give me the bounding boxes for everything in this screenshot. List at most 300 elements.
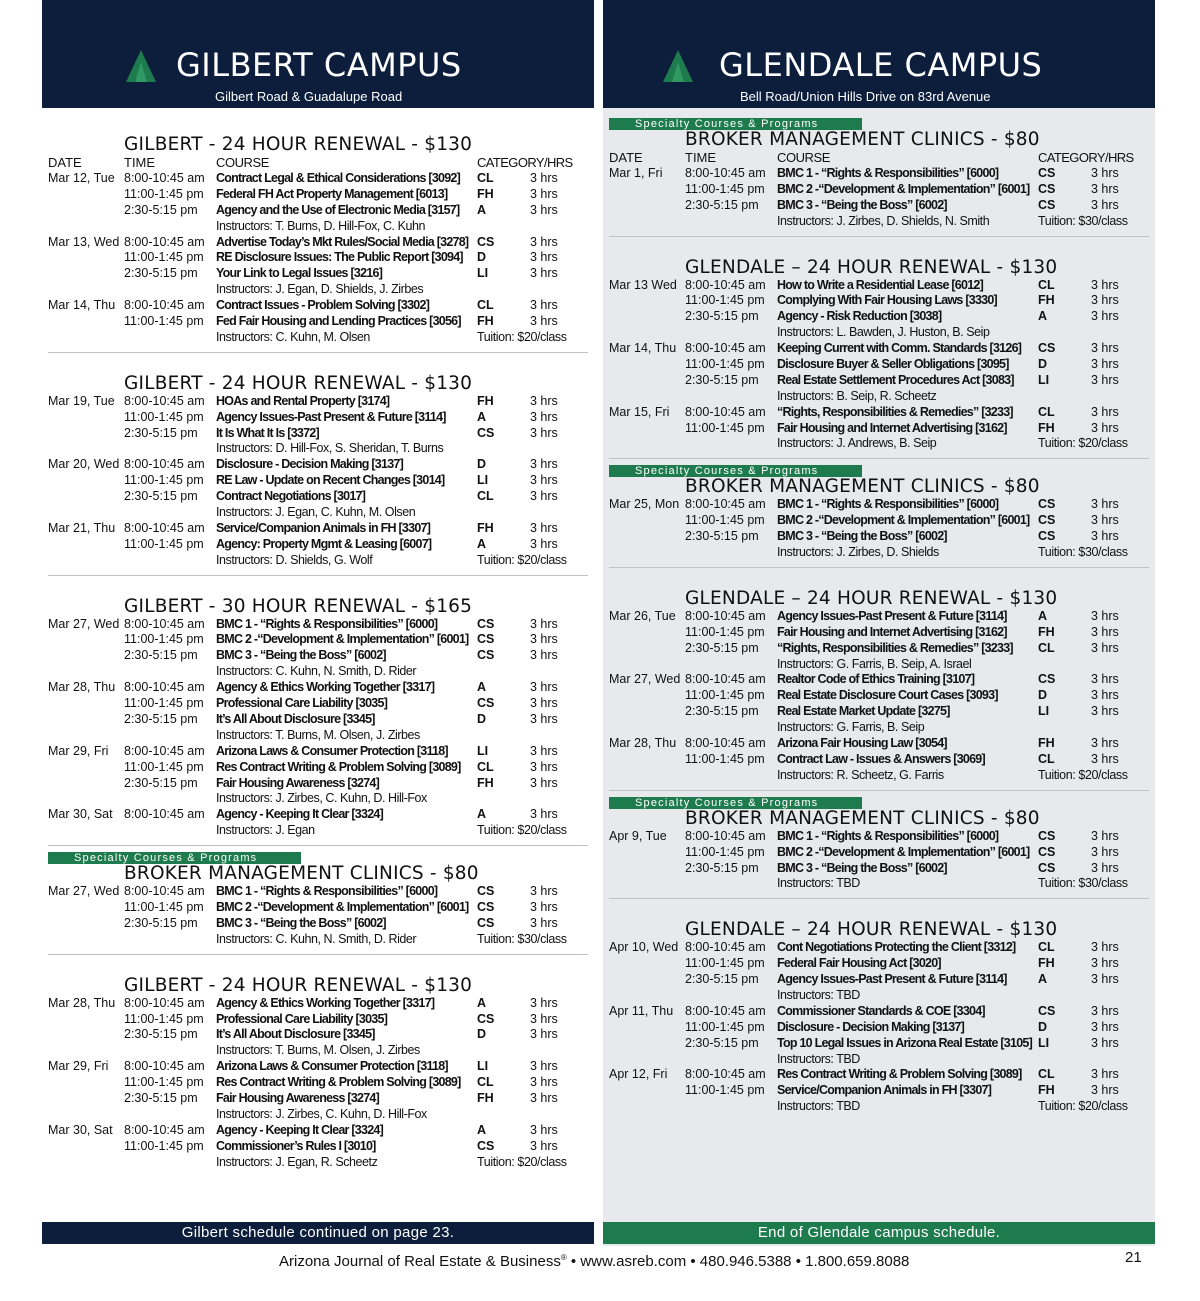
section-title: BROKER MANAGEMENT CLINICS - $80: [685, 807, 1040, 829]
hours-cell: 3 hrs: [1091, 828, 1119, 843]
course-row: [48, 298, 588, 314]
course-row: [48, 996, 588, 1012]
category-cell: CS: [1038, 341, 1056, 356]
course-cell: Top 10 Legal Issues in Arizona Real Estate [3105]: [777, 1035, 1033, 1050]
course-cell: Contract Negotiations [3017]: [216, 489, 366, 504]
course-row: [609, 736, 1149, 752]
date-cell: [48, 760, 124, 776]
hours-cell: 3 hrs: [1091, 529, 1119, 544]
instructors-cell: Instructors: T. Burns, M. Olsen, J. Zirbes: [216, 727, 420, 742]
time-cell: 2:30-5:15 pm: [124, 202, 198, 217]
hours-cell: 3 hrs: [1091, 197, 1119, 212]
date-cell: [609, 1036, 685, 1052]
course-row: [609, 609, 1149, 625]
category-cell: A: [1038, 309, 1048, 324]
course-cell: BMC 1 - “Rights & Responsibilities” [6000]: [777, 166, 999, 180]
instructors-cell: Instructors: C. Kuhn, M. Olsen: [216, 329, 370, 344]
date-cell: [609, 1083, 685, 1099]
hours-cell: 3 hrs: [530, 202, 558, 217]
date-cell: [609, 325, 685, 341]
course-row: [48, 1027, 588, 1043]
time-cell: 11:00-1:45 pm: [124, 1138, 204, 1153]
category-cell: CS: [1038, 828, 1056, 843]
date-cell: [48, 791, 124, 807]
header-date: DATE: [48, 155, 82, 170]
date-cell: [609, 720, 685, 736]
hours-cell: 3 hrs: [530, 393, 558, 408]
instructors-cell: Instructors: J. Zirbes, C. Kuhn, D. Hill-Fox: [216, 1106, 427, 1121]
hours-cell: 3 hrs: [1091, 1019, 1119, 1034]
time-cell: [685, 876, 777, 892]
glendale-schedule: [603, 108, 1155, 1115]
date-cell: [609, 436, 685, 452]
course-cell: Your Link to Legal Issues [3216]: [216, 266, 383, 281]
instructors-row: [609, 720, 1149, 736]
date-cell: [48, 1027, 124, 1043]
hours-cell: 3 hrs: [530, 616, 558, 631]
hours-cell: 3 hrs: [1091, 640, 1119, 655]
hours-cell: 3 hrs: [530, 1027, 558, 1042]
instructors-row: [48, 1043, 588, 1059]
date-cell: [609, 421, 685, 437]
course-cell: Fair Housing and Internet Advertising [3162]: [777, 420, 1007, 435]
time-cell: 2:30-5:15 pm: [124, 489, 198, 504]
journal-credit: [279, 1248, 909, 1272]
time-cell: 8:00-10:45 am: [124, 457, 205, 472]
course-row: [48, 489, 588, 505]
category-cell: CS: [477, 915, 495, 930]
course-cell: Commissioner’s Rules I [3010]: [216, 1138, 376, 1153]
category-cell: D: [1038, 688, 1048, 703]
page-footer: [0, 1248, 1200, 1268]
hours-cell: 3 hrs: [1091, 420, 1119, 435]
hours-cell: 3 hrs: [530, 632, 558, 647]
category-cell: CS: [1038, 844, 1056, 859]
hours-cell: 3 hrs: [1091, 1035, 1119, 1050]
date-cell: [609, 182, 685, 198]
instructors-cell: Instructors: R. Scheetz, G. Farris: [777, 767, 944, 782]
time-cell: 8:00-10:45 am: [124, 680, 205, 695]
hours-cell: 3 hrs: [1091, 624, 1119, 639]
hours-cell: 3 hrs: [1091, 844, 1119, 859]
course-row: [609, 972, 1149, 988]
course-row: [609, 672, 1149, 688]
time-cell: 2:30-5:15 pm: [124, 775, 198, 790]
course-row: [48, 916, 588, 932]
course-row: [609, 421, 1149, 437]
time-cell: 11:00-1:45 pm: [685, 624, 765, 639]
hours-cell: 3 hrs: [530, 899, 558, 914]
time-cell: 8:00-10:45 am: [124, 298, 205, 313]
date-cell: Mar 25, Mon: [609, 497, 680, 512]
course-cell: It Is What It Is [3372]: [216, 425, 319, 440]
category-cell: LI: [477, 266, 489, 281]
time-cell: 2:30-5:15 pm: [124, 915, 198, 930]
date-cell: [48, 473, 124, 489]
category-cell: CS: [477, 616, 495, 631]
date-cell: [48, 553, 124, 569]
time-cell: 8:00-10:45 am: [124, 884, 205, 899]
date-cell: [48, 426, 124, 442]
time-cell: 8:00-10:45 am: [685, 828, 766, 843]
schedule-section: [609, 899, 1149, 1115]
course-cell: BMC 2 -“Development & Implementation” [6001]: [216, 632, 469, 647]
date-cell: Mar 27, Wed: [48, 616, 120, 631]
date-cell: Mar 21, Thu: [48, 520, 116, 535]
tuition-cell: Tuition: $20/class: [477, 823, 567, 838]
category-cell: CS: [477, 648, 495, 663]
hours-cell: 3 hrs: [530, 489, 558, 504]
course-cell: Arizona Laws & Consumer Protection [3118]: [216, 1059, 448, 1074]
date-cell: Mar 28, Thu: [48, 680, 116, 695]
course-cell: Res Contract Writing & Problem Solving [3089]: [216, 1075, 461, 1090]
time-cell: 8:00-10:45 am: [685, 277, 766, 292]
course-cell: HOAs and Rental Property [3174]: [216, 393, 390, 408]
hours-cell: 3 hrs: [1091, 309, 1119, 324]
time-cell: 11:00-1:45 pm: [685, 844, 765, 859]
hours-cell: 3 hrs: [530, 1090, 558, 1105]
date-cell: [48, 1075, 124, 1091]
course-cell: BMC 1 - “Rights & Responsibilities” [6000]: [777, 828, 999, 843]
category-cell: CS: [1038, 513, 1056, 528]
date-cell: [48, 282, 124, 298]
hours-cell: 3 hrs: [530, 743, 558, 758]
course-row: [48, 1123, 588, 1139]
category-cell: A: [477, 680, 487, 695]
date-cell: [48, 505, 124, 521]
hours-cell: 3 hrs: [530, 520, 558, 535]
instructors-row: [609, 436, 1149, 452]
date-cell: [48, 410, 124, 426]
course-row: [48, 900, 588, 916]
hours-cell: 3 hrs: [530, 186, 558, 201]
tree-logo-icon: [126, 50, 156, 82]
date-cell: Apr 11, Thu: [609, 1003, 674, 1018]
category-cell: FH: [477, 186, 494, 201]
category-cell: CS: [477, 1011, 495, 1026]
time-cell: 8:00-10:45 am: [124, 616, 205, 631]
course-row: [48, 187, 588, 203]
category-cell: CL: [477, 759, 494, 774]
time-cell: 8:00-10:45 am: [685, 1003, 766, 1018]
hours-cell: 3 hrs: [530, 711, 558, 726]
date-cell: [609, 956, 685, 972]
section-title: BROKER MANAGEMENT CLINICS - $80: [685, 476, 1040, 498]
course-row: [609, 497, 1149, 513]
date-cell: Mar 27, Wed: [48, 884, 120, 899]
date-cell: Mar 15, Fri: [609, 404, 670, 419]
hours-cell: 3 hrs: [530, 473, 558, 488]
hours-cell: 3 hrs: [530, 457, 558, 472]
hours-cell: 3 hrs: [530, 775, 558, 790]
category-cell: CS: [477, 899, 495, 914]
course-cell: Contract Legal & Ethical Considerations [3092]: [216, 171, 461, 185]
time-cell: 2:30-5:15 pm: [685, 704, 759, 719]
hours-cell: 3 hrs: [1091, 497, 1119, 512]
course-cell: How to Write a Residential Lease [6012]: [777, 277, 984, 292]
time-cell: 8:00-10:45 am: [124, 1122, 205, 1137]
course-row: [609, 182, 1149, 198]
date-cell: [609, 641, 685, 657]
hours-cell: 3 hrs: [530, 425, 558, 440]
instructors-row: [609, 1099, 1149, 1115]
category-cell: CL: [477, 1075, 494, 1090]
course-cell: Federal FH Act Property Management [6013]: [216, 186, 448, 201]
time-cell: [685, 436, 777, 452]
course-row: [609, 1020, 1149, 1036]
date-cell: Mar 28, Thu: [48, 995, 116, 1010]
course-row: [48, 426, 588, 442]
tuition-cell: Tuition: $30/class: [1038, 876, 1128, 891]
time-cell: 11:00-1:45 pm: [124, 1011, 204, 1026]
category-cell: A: [477, 1122, 487, 1137]
category-cell: CS: [1038, 860, 1056, 875]
category-cell: CL: [1038, 1067, 1055, 1082]
category-cell: FH: [1038, 1083, 1055, 1098]
time-cell: 2:30-5:15 pm: [124, 425, 198, 440]
time-cell: [685, 657, 777, 673]
course-row: [609, 704, 1149, 720]
time-cell: [124, 553, 216, 569]
course-cell: “Rights, Responsibilities & Remedies” [3233]: [777, 404, 1013, 419]
instructors-cell: Instructors: J. Zirbes, D. Shields: [777, 545, 939, 560]
time-cell: [124, 330, 216, 346]
category-cell: D: [477, 457, 487, 472]
course-cell: Fair Housing Awareness [3274]: [216, 775, 380, 790]
course-row: [48, 203, 588, 219]
time-cell: 11:00-1:45 pm: [124, 536, 204, 551]
instructors-row: [609, 657, 1149, 673]
date-cell: Apr 9, Tue: [609, 828, 667, 843]
time-cell: 11:00-1:45 pm: [685, 688, 765, 703]
course-cell: Commissioner Standards & COE [3304]: [777, 1003, 985, 1018]
course-row: [48, 744, 588, 760]
instructors-cell: Instructors: J. Egan: [216, 823, 315, 838]
date-cell: [48, 776, 124, 792]
category-cell: A: [477, 536, 487, 551]
time-cell: 8:00-10:45 am: [124, 995, 205, 1010]
hours-cell: 3 hrs: [1091, 608, 1119, 623]
time-cell: 11:00-1:45 pm: [124, 250, 204, 265]
date-cell: Mar 29, Fri: [48, 743, 109, 758]
registered-mark: ®: [560, 1253, 567, 1262]
date-cell: [609, 545, 685, 561]
course-row: [48, 537, 588, 553]
course-cell: BMC 1 - “Rights & Responsibilities” [6000]: [216, 616, 438, 631]
hours-cell: 3 hrs: [530, 696, 558, 711]
course-row: [48, 1091, 588, 1107]
course-row: [48, 410, 588, 426]
time-cell: [685, 988, 777, 1004]
specialty-banner: Specialty Courses & Programs: [609, 465, 862, 477]
date-cell: Mar 13 Wed: [609, 277, 677, 292]
hours-cell: 3 hrs: [1091, 672, 1119, 687]
instructors-row: [48, 728, 588, 744]
instructors-row: [48, 664, 588, 680]
time-cell: [685, 768, 777, 784]
tuition-cell: Tuition: $30/class: [477, 931, 567, 946]
hours-cell: 3 hrs: [1091, 688, 1119, 703]
course-row: [609, 341, 1149, 357]
schedule-section: [609, 791, 1149, 893]
course-row: [48, 1139, 588, 1155]
instructors-cell: Instructors: G. Farris, B. Seip, A. Israel: [777, 656, 972, 671]
date-cell: [609, 845, 685, 861]
category-cell: CS: [1038, 166, 1056, 180]
hours-cell: 3 hrs: [530, 648, 558, 663]
date-cell: [609, 704, 685, 720]
header-course: COURSE: [777, 150, 830, 165]
header-date: DATE: [609, 150, 643, 165]
hours-cell: 3 hrs: [530, 1138, 558, 1153]
course-row: [48, 680, 588, 696]
course-row: [609, 1004, 1149, 1020]
category-cell: CL: [477, 489, 494, 504]
instructors-row: [609, 545, 1149, 561]
time-cell: [124, 1043, 216, 1059]
instructors-row: [48, 282, 588, 298]
time-cell: 8:00-10:45 am: [124, 520, 205, 535]
hours-cell: 3 hrs: [530, 171, 558, 185]
category-cell: CL: [1038, 751, 1055, 766]
instructors-cell: Instructors: TBD: [777, 1099, 860, 1114]
header-category: CATEGORY/HRS: [1038, 150, 1134, 165]
date-cell: [48, 932, 124, 948]
course-row: [48, 457, 588, 473]
instructors-cell: Instructors: B. Seip, R. Scheetz: [777, 388, 937, 403]
date-cell: [609, 625, 685, 641]
instructors-row: [48, 1107, 588, 1123]
instructors-cell: Instructors: J. Zirbes, C. Kuhn, D. Hill-Fox: [216, 791, 427, 806]
date-cell: Apr 12, Fri: [609, 1067, 668, 1082]
category-cell: FH: [1038, 956, 1055, 971]
time-cell: 2:30-5:15 pm: [685, 197, 759, 212]
time-cell: [124, 1107, 216, 1123]
course-cell: Agency and the Use of Electronic Media [3157]: [216, 202, 460, 217]
time-cell: 11:00-1:45 pm: [124, 1075, 204, 1090]
date-cell: Mar 27, Wed: [609, 672, 681, 687]
section-title: GILBERT - 24 HOUR RENEWAL - $130: [124, 134, 473, 155]
date-cell: [609, 513, 685, 529]
gilbert-footer-bar: Gilbert schedule continued on page 23.: [42, 1222, 594, 1244]
category-cell: A: [1038, 608, 1048, 623]
time-cell: 11:00-1:45 pm: [685, 1019, 765, 1034]
time-cell: [685, 389, 777, 405]
date-cell: [48, 219, 124, 235]
category-cell: A: [477, 202, 487, 217]
course-row: [609, 513, 1149, 529]
column-header-row: [48, 155, 588, 171]
hours-cell: 3 hrs: [1091, 513, 1119, 528]
schedule-section: [609, 237, 1149, 453]
category-cell: CS: [477, 234, 495, 249]
course-row: [609, 198, 1149, 214]
time-cell: 2:30-5:15 pm: [685, 860, 759, 875]
time-cell: 11:00-1:45 pm: [124, 899, 204, 914]
tree-logo-icon: [663, 50, 693, 82]
date-cell: Mar 26, Tue: [609, 608, 676, 623]
time-cell: 8:00-10:45 am: [124, 743, 205, 758]
hours-cell: 3 hrs: [530, 266, 558, 281]
course-cell: Res Contract Writing & Problem Solving [3089]: [777, 1067, 1022, 1082]
date-cell: Mar 1, Fri: [609, 166, 663, 180]
time-cell: [124, 932, 216, 948]
date-cell: Mar 29, Fri: [48, 1059, 109, 1074]
course-cell: Service/Companion Animals in FH [3307]: [216, 520, 431, 535]
instructors-row: [48, 791, 588, 807]
glendale-campus-header: [603, 0, 1155, 108]
category-cell: CS: [1038, 1003, 1056, 1018]
date-cell: [48, 489, 124, 505]
header-time: TIME: [124, 155, 156, 170]
date-cell: [48, 1155, 124, 1171]
header-time: TIME: [685, 150, 717, 165]
date-cell: [609, 688, 685, 704]
date-cell: [48, 823, 124, 839]
course-cell: BMC 3 - “Being the Boss” [6002]: [216, 915, 386, 930]
course-cell: Real Estate Settlement Procedures Act [3083]: [777, 372, 1014, 387]
date-cell: [48, 330, 124, 346]
course-cell: BMC 2 -“Development & Implementation” [6001]: [216, 899, 469, 914]
course-cell: Fair Housing and Internet Advertising [3162]: [777, 624, 1007, 639]
course-row: [609, 405, 1149, 421]
campus-subtitle: Gilbert Road & Guadalupe Road: [215, 89, 403, 104]
instructors-row: [609, 325, 1149, 341]
time-cell: 11:00-1:45 pm: [685, 751, 765, 766]
date-cell: [48, 537, 124, 553]
time-cell: 8:00-10:45 am: [685, 736, 766, 751]
category-cell: LI: [477, 1059, 489, 1074]
hours-cell: 3 hrs: [1091, 181, 1119, 196]
course-cell: Service/Companion Animals in FH [3307]: [777, 1083, 992, 1098]
section-title: GILBERT - 24 HOUR RENEWAL - $130: [124, 372, 473, 394]
course-row: [609, 309, 1149, 325]
course-cell: Arizona Laws & Consumer Protection [3118]: [216, 743, 448, 758]
course-cell: Disclosure - Decision Making [3137]: [216, 457, 404, 472]
category-cell: A: [477, 409, 487, 424]
time-cell: 2:30-5:15 pm: [124, 1090, 198, 1105]
category-cell: D: [1038, 357, 1048, 372]
course-row: [609, 861, 1149, 877]
course-row: [48, 760, 588, 776]
instructors-cell: Instructors: TBD: [777, 1051, 860, 1066]
hours-cell: 3 hrs: [530, 759, 558, 774]
hours-cell: 3 hrs: [530, 298, 558, 313]
category-cell: A: [1038, 972, 1048, 987]
date-cell: [48, 314, 124, 330]
time-cell: 8:00-10:45 am: [685, 672, 766, 687]
course-cell: Agency & Ethics Working Together [3317]: [216, 995, 435, 1010]
tuition-cell: Tuition: $20/class: [477, 329, 567, 344]
course-cell: BMC 1 - “Rights & Responsibilities” [6000]: [216, 884, 438, 899]
course-cell: RE Law - Update on Recent Changes [3014]: [216, 473, 445, 488]
instructors-cell: Instructors: J. Egan, C. Kuhn, M. Olsen: [216, 505, 416, 520]
time-cell: 8:00-10:45 am: [685, 341, 766, 356]
section-title: BROKER MANAGEMENT CLINICS - $80: [685, 129, 1040, 150]
category-cell: A: [477, 807, 487, 822]
tuition-cell: Tuition: $30/class: [1038, 213, 1128, 228]
time-cell: 11:00-1:45 pm: [124, 696, 204, 711]
instructors-cell: Instructors: C. Kuhn, N. Smith, D. Rider: [216, 664, 417, 679]
glendale-campus-column: [603, 0, 1155, 1246]
time-cell: 2:30-5:15 pm: [685, 1035, 759, 1050]
gilbert-campus-header: [42, 0, 594, 108]
time-cell: [124, 728, 216, 744]
course-row: [609, 529, 1149, 545]
instructors-row: [609, 389, 1149, 405]
course-row: [48, 712, 588, 728]
category-cell: FH: [1038, 624, 1055, 639]
